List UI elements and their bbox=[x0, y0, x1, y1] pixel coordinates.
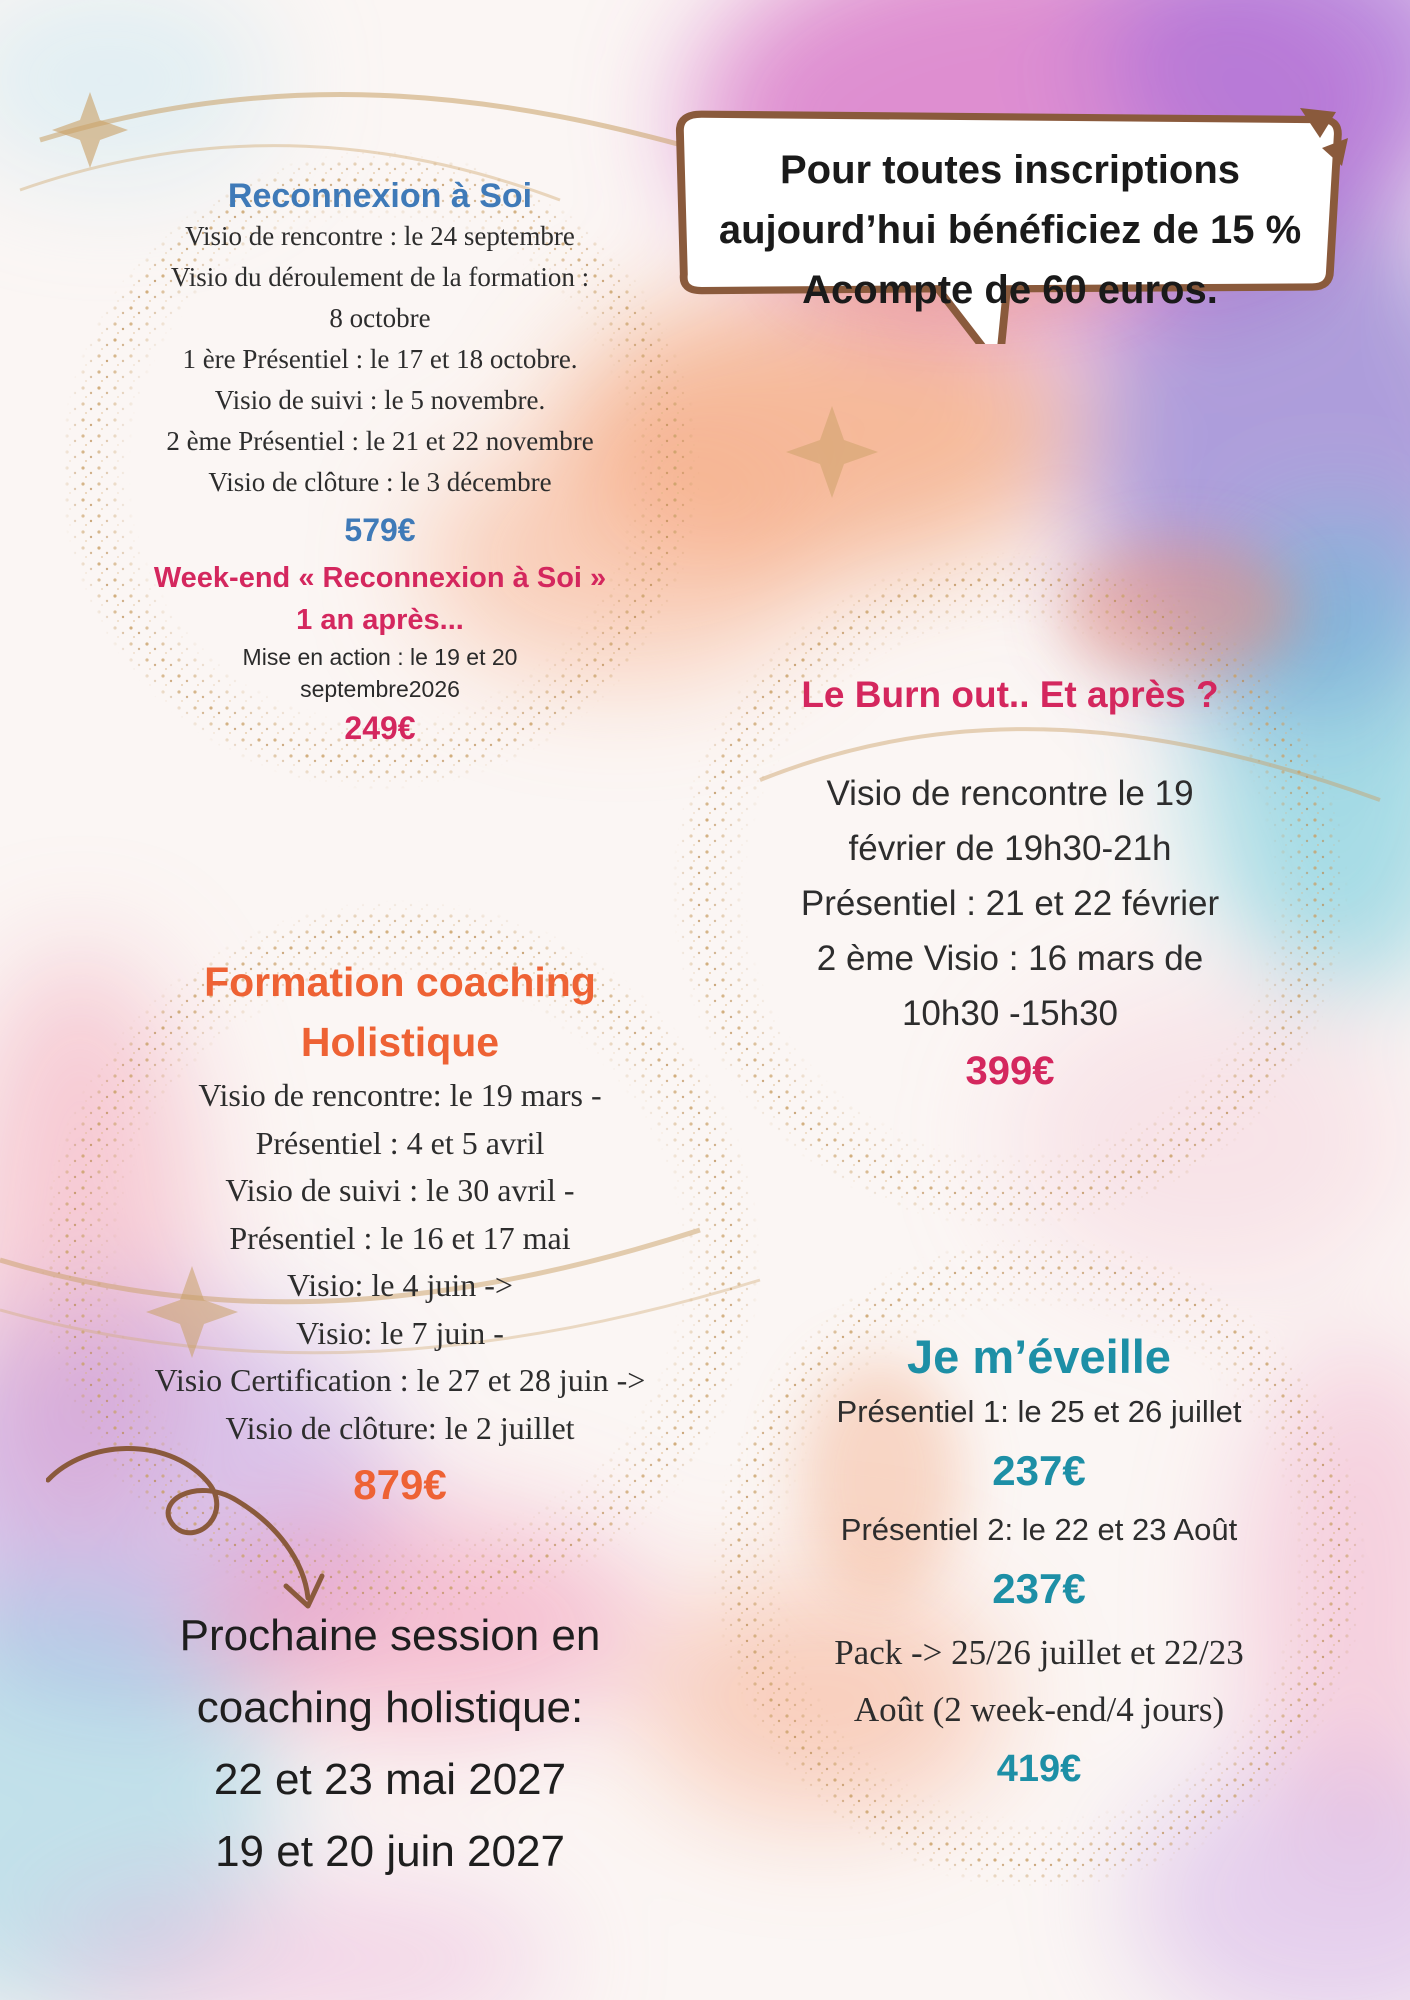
eveil-pack-price: 419€ bbox=[996, 1748, 1082, 1790]
burnout-section bbox=[672, 552, 1348, 1228]
schedule-line: Visio de rencontre: le 19 mars - bbox=[198, 1077, 602, 1113]
coaching-schedule bbox=[155, 1072, 646, 1452]
schedule-line: Visio de clôture: le 2 juillet bbox=[225, 1409, 575, 1446]
next-session-line: 19 et 20 juin 2027 bbox=[215, 1827, 565, 1876]
next-session-line: Prochaine session en bbox=[179, 1611, 601, 1660]
weekend-subtitle: 1 an après... bbox=[296, 604, 464, 636]
schedule-line: Visio de suivi : le 5 novembre. bbox=[214, 385, 546, 415]
schedule-line: 2 ème Visio : 16 mars de bbox=[816, 939, 1204, 978]
coaching-price: 879€ bbox=[353, 1461, 447, 1508]
reconnexion-schedule bbox=[166, 216, 593, 503]
promo-line-3: Acompte de 60 euros. bbox=[802, 268, 1218, 312]
burnout-schedule bbox=[801, 766, 1219, 1041]
eveil-title: Je m’éveille bbox=[907, 1330, 1171, 1383]
eveil-section bbox=[712, 1236, 1366, 1890]
schedule-line: Visio de clôture : le 3 décembre bbox=[208, 467, 552, 497]
reconnexion-title: Reconnexion à Soi bbox=[227, 177, 533, 215]
schedule-line: Présentiel : le 16 et 17 mai bbox=[229, 1219, 571, 1256]
next-session-line: 22 et 23 mai 2027 bbox=[213, 1755, 567, 1804]
schedule-line: Visio du déroulement de la formation : bbox=[170, 262, 590, 292]
coaching-title: Formation coaching bbox=[204, 959, 596, 1005]
schedule-line: Visio: le 7 juin - bbox=[296, 1314, 504, 1351]
schedule-line: 8 octobre bbox=[329, 303, 431, 333]
next-session-line: coaching holistique: bbox=[196, 1683, 584, 1732]
reconnexion-price: 579€ bbox=[344, 512, 416, 548]
weekend-line: septembre2026 bbox=[300, 676, 460, 702]
weekend-line: Mise en action : le 19 et 20 bbox=[242, 644, 518, 670]
curly-arrow-icon bbox=[46, 1440, 326, 1620]
eveil-price-1: 237€ bbox=[992, 1447, 1086, 1494]
promo-line-1: Pour toutes inscriptions bbox=[779, 148, 1241, 192]
promo-speech-bubble bbox=[672, 108, 1348, 344]
next-session bbox=[90, 1600, 690, 1888]
schedule-line: février de 19h30-21h bbox=[848, 829, 1172, 868]
burnout-price: 399€ bbox=[965, 1049, 1055, 1093]
eveil-session-1: Présentiel 1: le 25 et 26 juillet bbox=[836, 1394, 1242, 1429]
eveil-session-2: Présentiel 2: le 22 et 23 Août bbox=[840, 1512, 1238, 1547]
eveil-pack-line: Pack -> 25/26 juillet et 22/23 bbox=[834, 1633, 1244, 1672]
schedule-line: Visio: le 4 juin -> bbox=[287, 1267, 513, 1303]
schedule-line: Présentiel : 4 et 5 avril bbox=[255, 1124, 545, 1161]
schedule-line: Visio de rencontre le 19 bbox=[826, 774, 1194, 813]
schedule-line: Visio de rencontre : le 24 septembre bbox=[185, 221, 575, 251]
coaching-subtitle: Holistique bbox=[300, 1019, 500, 1065]
burnout-title: Le Burn out.. Et après ? bbox=[801, 674, 1219, 715]
schedule-line: 2 ème Présentiel : le 21 et 22 novembre bbox=[166, 426, 594, 456]
eveil-price-2: 237€ bbox=[992, 1565, 1086, 1612]
weekend-price: 249€ bbox=[344, 710, 416, 746]
reconnexion-section bbox=[60, 150, 700, 790]
eveil-pack-line: Août (2 week-end/4 jours) bbox=[853, 1690, 1225, 1729]
promo-line-2: aujourd’hui bénéficiez de 15 % bbox=[718, 208, 1302, 252]
schedule-line: 1 ère Présentiel : le 17 et 18 octobre. bbox=[182, 344, 578, 374]
weekend-title: Week-end « Reconnexion à Soi » bbox=[153, 562, 607, 594]
schedule-line: Visio Certification : le 27 et 28 juin -> bbox=[154, 1362, 646, 1398]
schedule-line: Visio de suivi : le 30 avril - bbox=[225, 1172, 575, 1208]
schedule-line: 10h30 -15h30 bbox=[901, 994, 1119, 1033]
schedule-line: Présentiel : 21 et 22 février bbox=[800, 884, 1220, 923]
